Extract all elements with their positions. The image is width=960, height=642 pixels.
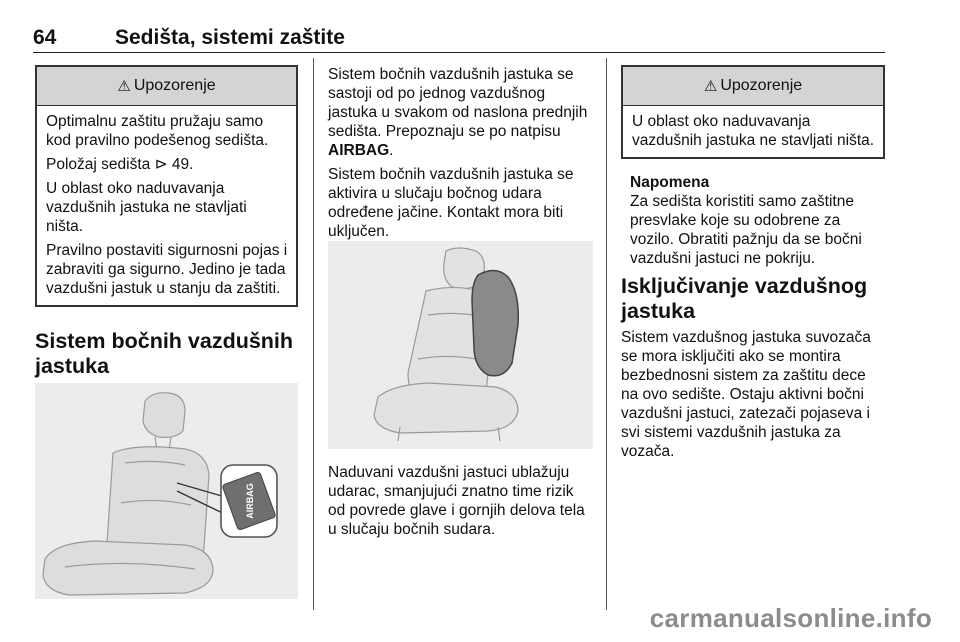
seat-airbag-label-figure xyxy=(35,383,298,599)
inflated-airbag-description: Naduvani vazdušni jastuci ublažuju udarac, smanjujući znatno time rizik od povrede glave i gornjih delova tela u slučaju bočnih sudara. xyxy=(328,464,585,538)
warning-body xyxy=(623,106,883,157)
section-heading-deactivation: Isključivanje vazdušnog jastuka xyxy=(621,274,868,323)
warning-triangle-icon: ⚠ xyxy=(117,78,131,95)
inflated-side-airbag-figure xyxy=(328,241,593,449)
airbag-label-text: AIRBAG xyxy=(245,483,255,519)
inflated-airbag xyxy=(472,270,518,375)
warning-triangle-icon: ⚠ xyxy=(703,78,718,95)
watermark: carmanualsonline.info xyxy=(649,603,932,633)
left-column xyxy=(35,65,298,519)
page-header xyxy=(33,22,885,53)
page-title: Sedišta, sistemi zaštite xyxy=(115,26,345,49)
note-text: Za sedišta koristiti samo zaštitne presvlake koje su odobrene za vozilo. Obratiti pažnju da se bočni vazdušni jastuci ne pokriju. xyxy=(630,193,862,267)
side-airbag-activation: Sistem bočnih vazdušnih jastuka se aktivira u slučaju bočnog udara određene jačine. Kontakt mora biti uključen. xyxy=(328,166,574,240)
note-block xyxy=(621,159,885,268)
column-divider-right xyxy=(606,58,607,610)
warning-paragraph: U oblast oko naduvavanja vazdušnih jastuka ne stavljati ništa. xyxy=(632,113,875,149)
seat-position-ref: Položaj sedišta ⊳ 49. xyxy=(46,156,194,173)
warning-body xyxy=(37,106,296,305)
warning-header xyxy=(37,67,296,106)
warning-paragraph: U oblast oko naduvavanja vazdušnih jastuka ne stavljati ništa. xyxy=(46,180,247,235)
section-heading-side-airbags: Sistem bočnih vazdušnih jastuka xyxy=(35,329,294,378)
column-divider-left xyxy=(313,58,314,610)
deactivation-paragraph: Sistem vazdušnog jastuka suvozača se mora isključiti ako se montira bezbednosni sistem za zaštitu dece na ovo sedište. Ostaju aktivni bočni vazdušni jastuci, zatezači pojaseva i svi sistemi vazdušnih jastuka za vozača. xyxy=(621,329,871,460)
warning-paragraph: Optimalnu zaštitu pružaju samo kod pravilno podešenog sedišta. xyxy=(46,113,269,149)
warning-title: Upozorenje xyxy=(133,77,216,94)
warning-paragraph: Pravilno postaviti sigurnosni pojas i zabraviti ga sigurno. Jedino je tada vazdušni jastuk u stanju da zaštiti. xyxy=(46,242,288,297)
warning-title: Upozorenje xyxy=(720,77,803,94)
note-title: Napomena xyxy=(630,174,710,191)
right-column xyxy=(621,65,885,461)
warning-box xyxy=(621,65,885,159)
page-ref-link[interactable]: 49. xyxy=(171,156,194,173)
airbag-term: AIRBAG xyxy=(328,142,390,159)
side-airbag-description: Sistem bočnih vazdušnih jastuka se sastoji od po jednog vazdušnog jastuka u svakom od naslona prednjih sedišta. Prepoznaju se po natpisu AIRBAG. xyxy=(328,66,588,159)
warning-header xyxy=(623,67,883,106)
middle-column xyxy=(328,65,593,538)
page-ref-icon: ⊳ xyxy=(154,156,168,173)
warning-box xyxy=(35,65,298,307)
page-number: 64 xyxy=(33,26,57,49)
